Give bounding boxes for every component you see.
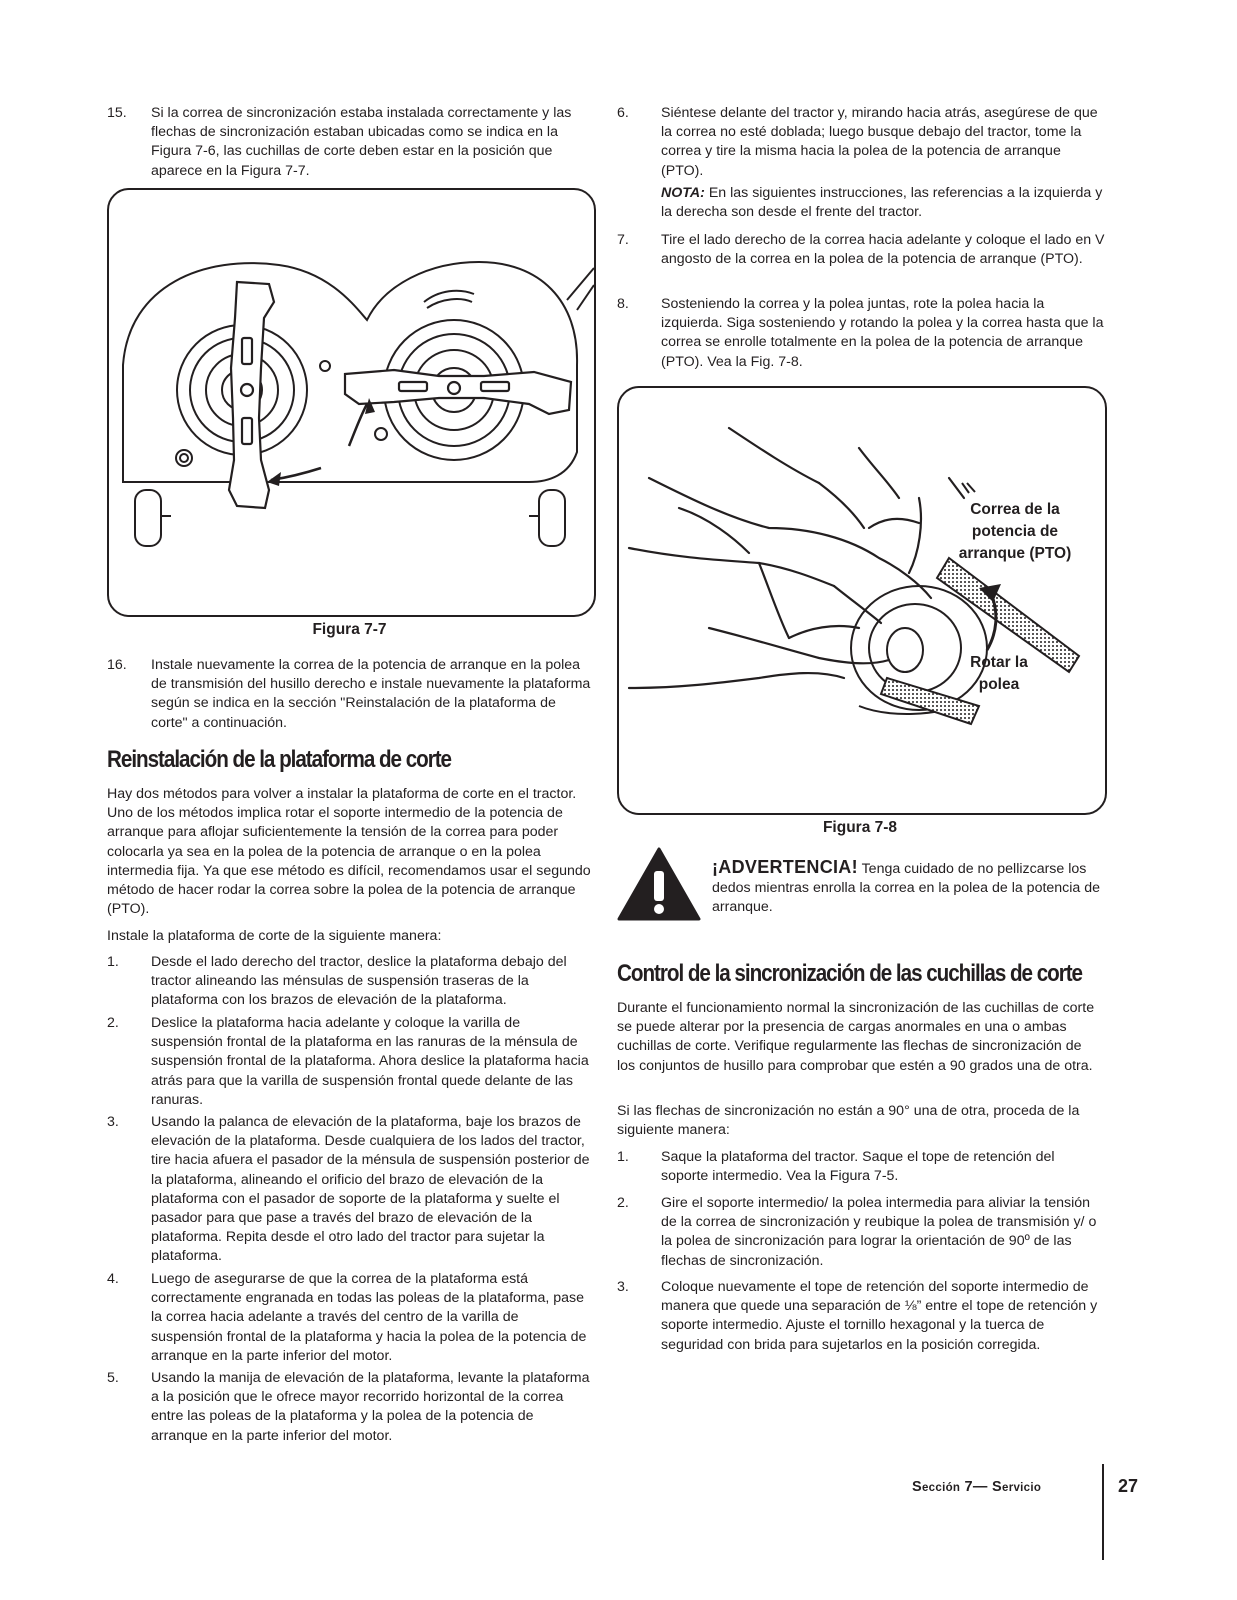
page-number: 27 [1118,1476,1139,1496]
list-number: 2. [617,1195,629,1211]
list-text: Saque la plataforma del tractor. Saque el tope de retención del soporte intermedio. Vea la Figura 7-5. [661,1149,1055,1185]
list-text: Instale nuevamente la correa de la potencia de arranque en la polea de transmisión del husillo derecho e instale nuevamente la plataforma según se indica en la sección "Reinstalación de la plataforma de corte" a continuación. [151,657,591,731]
body-paragraph: Durante el funcionamiento normal la sincronización de las cuchillas de corte se puede alterar por la presencia de cargas anormales en una o ambas cuchillas de corte. Verifique regularmente las flechas de sincronización de los conjuntos de husillo para comprobar que estén a 90 grados una de otra. [617,1000,1095,1074]
note-paragraph [661,184,1105,222]
list-text: Gire el soporte intermedio/ la polea intermedia para aliviar la tensión de la correa de sincronización y reubique la polea de transmisión y/ o la polea de sincronización para lograr la orientación de 90º de las flechas de sincronización. [661,1195,1097,1269]
footer-small: ervicio [1002,1482,1042,1494]
footer-divider [1102,1464,1104,1560]
mower-deck-illustration [109,190,594,615]
list-text: Usando la manija de elevación de la plataforma, levante la plataforma a la posición que le ofrece mayor recorrido horizontal de la correa entre las poleas de la plataforma y la polea de la potencia de arranque en la parte inferior del motor. [151,1370,590,1444]
figure-7-8 [617,386,1107,815]
footer-section-title [912,1479,1041,1495]
belt-pulley-illustration [619,388,1105,813]
footer-cap: S [912,1479,922,1495]
list-text: Deslice la plataforma hacia adelante y coloque la varilla de suspensión frontal de la plataforma en las ranuras de la ménsula de suspensión frontal de la plataforma. Ahora deslice la plataforma hacia atrás para que la varilla de suspensión frontal quede delante de las ranuras. [151,1015,589,1108]
list-number: 7. [617,232,629,248]
figure-label-belt: Correa de la potencia de arranque (PTO) [958,501,1072,562]
list-text: Si la correa de sincronización estaba instalada correctamente y las flechas de sincronización estaban ubicadas como se indica en la Figura 7-6, las cuchillas de corte deben estar en la posición que aparece en la Figura 7-7. [151,105,572,179]
list-number: 15. [107,105,127,121]
warning-paragraph [712,858,1106,918]
figure-caption: Figura 7-7 [312,621,387,638]
list-number: 4. [107,1271,119,1287]
note-label: NOTA: [661,185,705,201]
warning-text: Tenga cuidado de no pellizcarse los dedos mientras enrolla la correa en la polea de la potencia de arranque. [712,861,1101,916]
figure-label-rotate: Rotar la polea [970,654,1028,693]
list-number: 16. [107,657,127,673]
list-number: 3. [617,1279,629,1295]
list-text: Tire el lado derecho de la correa hacia adelante y coloque el lado en V angosto de la correa en la polea de la potencia de arranque (PTO). [661,232,1105,268]
list-number: 8. [617,296,629,312]
intro-paragraph: Hay dos métodos para volver a instalar la plataforma de corte en el tractor. Uno de los métodos implica rotar el soporte intermedio de la potencia de arranque para aflojar suficientemente la tensión de la correa para poder colocarla ya sea en la polea de la potencia de arranque o en la polea intermedia fija. Ya que ese método es difícil, recomendamos usar el segundo método de hacer rodar la correa sobre la polea de la potencia de arranque (PTO). [107,786,591,918]
list-number: 5. [107,1370,119,1386]
figure-7-7 [107,188,596,617]
list-text: Desde el lado derecho del tractor, deslice la plataforma debajo del tractor alineando las ménsulas de suspensión traseras de la plataforma con los brazos de elevación de la plataforma. [151,954,567,1009]
footer-small: ección [921,1482,961,1494]
list-text: Sosteniendo la correa y la polea juntas, rote la polea hacia la izquierda. Siga sosteniendo y rotando la polea y la correa hasta que la correa se enrolle totalmente en la polea de la potencia de arranque (PTO). Vea la Fig. 7-8. [661,296,1104,370]
section-heading: Reinstalación de la plataforma de corte [107,746,452,773]
list-number: 1. [617,1149,629,1165]
body-paragraph: Si las flechas de sincronización no están a 90° una de otra, proceda de la siguiente manera: [617,1103,1080,1139]
list-number: 6. [617,105,629,121]
section-heading: Control de la sincronización de las cuchillas de corte [617,960,1083,987]
list-number: 1. [107,954,119,970]
note-text: En las siguientes instrucciones, las referencias a la izquierda y la derecha son desde el frente del tractor. [661,185,1103,221]
lead-paragraph: Instale la plataforma de corte de la siguiente manera: [107,928,442,944]
warning-triangle-icon [617,846,701,922]
list-number: 2. [107,1015,119,1031]
list-text: Luego de asegurarse de que la correa de la plataforma está correctamente engranada en todas las poleas de la plataforma, pase la correa hacia adelante a través del centro de la varilla de suspensión frontal de la plataforma y hacia la polea de la potencia de arranque en la parte inferior del motor. [151,1271,587,1364]
list-text: Usando la palanca de elevación de la plataforma, baje los brazos de elevación de la plataforma. Desde cualquiera de los lados del tractor, tire hacia afuera el pasador de la ménsula de suspensión posterior de la plataforma, alineando el orificio del brazo de elevación de la plataforma con el pasador de soporte de la plataforma y suelte el pasador para que pase a través del brazo de elevación de la plataforma. Repita desde el otro lado del tractor para sujetar la plataforma. [151,1114,590,1265]
list-text: Coloque nuevamente el tope de retención del soporte intermedio de manera que quede una separación de ⅛” entre el tope de retención y soporte intermedio. Ajuste el tornillo hexagonal y la tuerca de seguridad con brida para sujetarlos en la posición corregida. [661,1279,1098,1353]
figure-caption: Figura 7-8 [822,819,898,836]
list-number: 3. [107,1114,119,1130]
warning-title: ¡ADVERTENCIA! [712,857,858,877]
list-text: Siéntese delante del tractor y, mirando hacia atrás, asegúrese de que la correa no esté doblada; luego busque debajo del tractor, tome la correa y tire la misma hacia la polea de la potencia de arranque (PTO). [661,105,1098,179]
footer-mid: 7— S [960,1479,1003,1495]
